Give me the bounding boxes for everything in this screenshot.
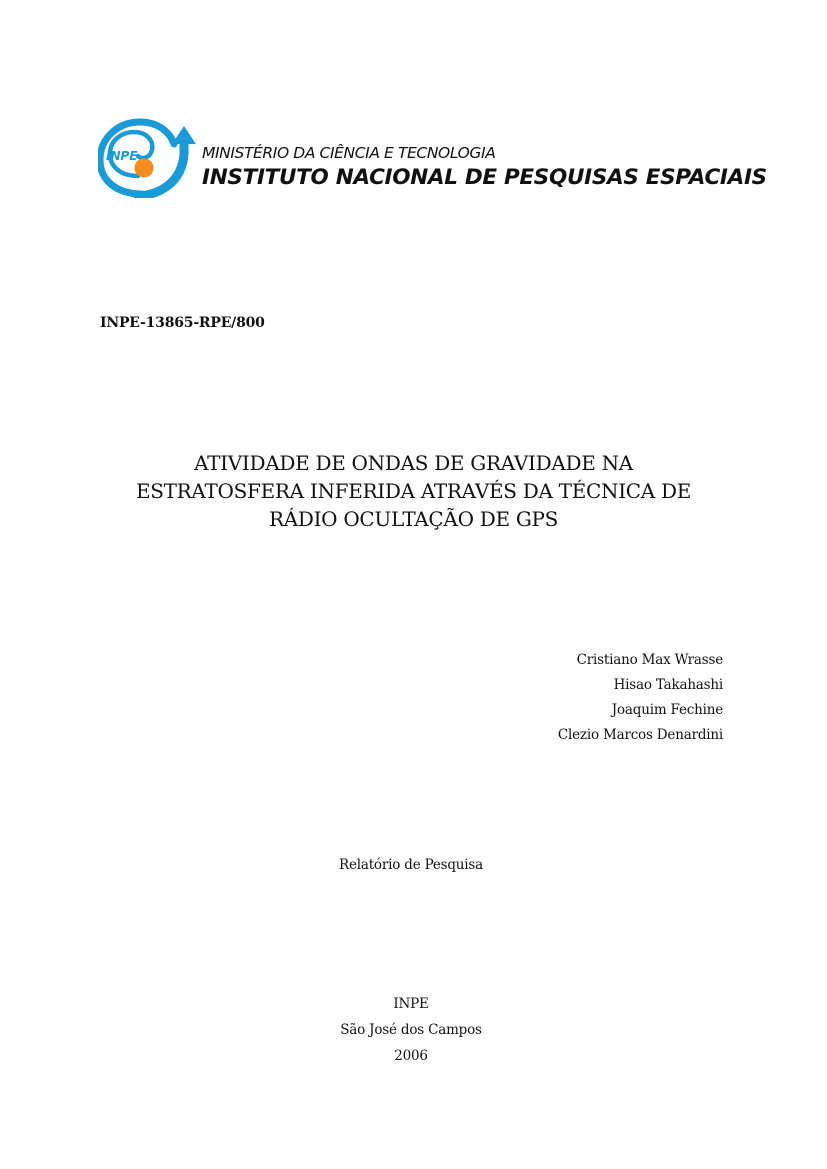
footer-institution: INPE: [393, 996, 429, 1012]
author-list: [558, 648, 723, 748]
footer-year: 2006: [394, 1048, 428, 1064]
footer-city: São José dos Campos: [340, 1022, 482, 1038]
ministry-name: MINISTÉRIO DA CIÊNCIA E TECNOLOGIA: [202, 144, 496, 162]
document-title: [90, 449, 737, 533]
title-line: RÁDIO OCULTAÇÃO DE GPS: [268, 507, 559, 531]
report-number: INPE-13865-RPE/800: [100, 315, 265, 331]
institution-header: [98, 118, 767, 200]
report-type: Relatório de Pesquisa: [338, 857, 483, 873]
author-name: Joaquim Fechine: [611, 702, 723, 718]
publication-footer: [0, 991, 822, 1069]
institute-name: INSTITUTO NACIONAL DE PESQUISAS ESPACIAIS: [202, 165, 767, 190]
institution-name-block: [202, 144, 767, 191]
author-name: Cristiano Max Wrasse: [576, 652, 723, 668]
title-line: ESTRATOSFERA INFERIDA ATRAVÉS DA TÉCNICA DE: [135, 479, 692, 503]
inpe-logo-icon: [98, 118, 198, 198]
logo-label: INPE: [106, 149, 138, 163]
author-name: Hisao Takahashi: [613, 677, 723, 693]
title-line: ATIVIDADE DE ONDAS DE GRAVIDADE NA: [194, 451, 633, 475]
author-name: Clezio Marcos Denardini: [557, 727, 723, 743]
